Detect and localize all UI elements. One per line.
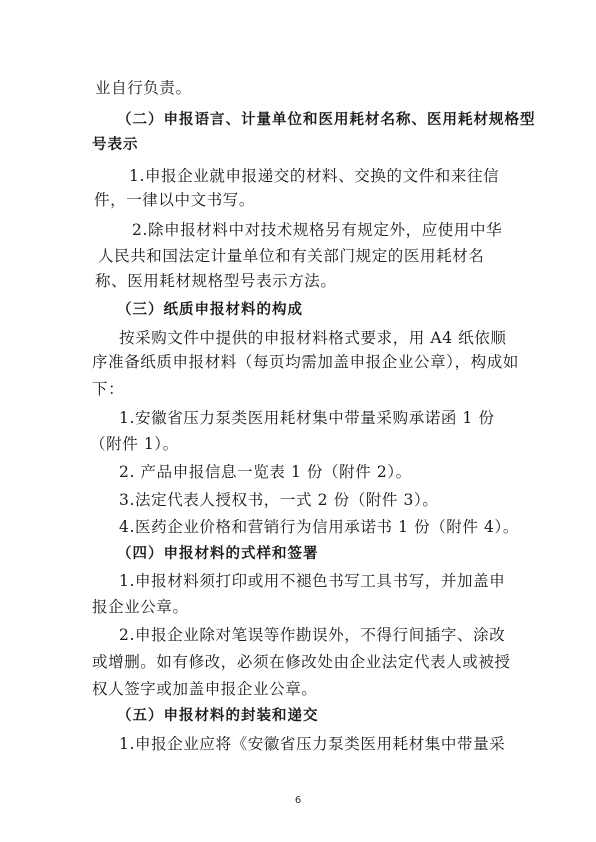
body-text-line: 2.申报企业除对笔误等作勘误外，不得行间插字、涂改 — [119, 626, 506, 644]
body-text-line: 下： — [92, 380, 125, 398]
body-text-line: 人民共和国法定计量单位和有关部门规定的医用耗材名 — [98, 247, 485, 265]
section-heading-5: （五）申报材料的封装和递交 — [117, 707, 319, 724]
body-text-line: 1.申报企业应将《安徽省压力泵类医用耗材集中带量采 — [119, 735, 506, 753]
section-heading-3: （三）纸质申报材料的构成 — [117, 301, 303, 318]
body-text-line: 或增删。如有修改，必须在修改处由企业法定代表人或被授 — [92, 653, 511, 671]
section-heading-4: （四）申报材料的式样和签署 — [117, 545, 319, 562]
list-item-line: （附件 1）。 — [90, 435, 179, 453]
body-text-line: 1.申报材料须打印或用不褪色书写工具书写，并加盖申 — [119, 572, 506, 590]
list-item-line: 4.医药企业价格和营销行为信用承诺书 1 份（附件 4）。 — [119, 518, 519, 536]
list-item-line: 2. 产品申报信息一览表 1 份（附件 2）。 — [119, 463, 412, 481]
body-text-line: 件，一律以中文书写。 — [94, 191, 256, 209]
body-text-line: 序准备纸质申报材料（每页均需加盖申报企业公章），构成如 — [92, 353, 519, 371]
body-text-line: 业自行负责。 — [95, 79, 192, 97]
body-text-line: 1.申报企业就申报递交的材料、交换的文件和来往信 — [129, 167, 500, 185]
page-number: 6 — [294, 795, 302, 806]
list-item-line: 1.安徽省压力泵类医用耗材集中带量采购承诺函 1 份 — [119, 409, 495, 427]
body-text-line: 按采购文件中提供的申报材料格式要求，用 A4 纸依顺 — [119, 329, 507, 347]
body-text-line: 报企业公章。 — [92, 598, 189, 616]
body-text-line: 权人签字或加盖申报企业公章。 — [92, 680, 318, 698]
body-text-line: 称、医用耗材规格型号表示方法。 — [95, 272, 337, 290]
section-heading-2-cont: 号表示 — [92, 136, 139, 153]
list-item-line: 3.法定代表人授权书，一式 2 份（附件 3）。 — [119, 491, 439, 509]
body-text-line: 2.除申报材料中对技术规格另有规定外，应使用中华 — [132, 221, 503, 239]
section-heading-2: （二）申报语言、计量单位和医用耗材名称、医用耗材规格型 — [117, 111, 536, 128]
